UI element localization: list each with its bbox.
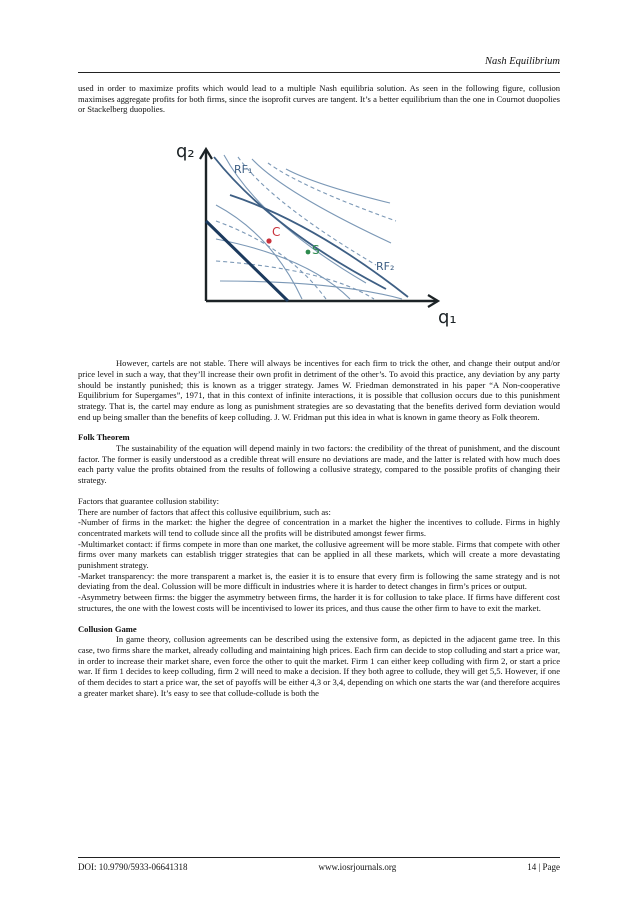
collusion-point-c (266, 239, 271, 244)
collusion-game-paragraph: In game theory, collusion agreements can be described using the extensive form, as depicted in the adjacent game tree. In this case, two firms share the market, already colluding and maintaining high prices. Each firm can decide to stop colluding and start a price war, in order to increase their market share, even force the other to quit the market. Firm 1 can either keep colluding with firm 2, or start a price war. If firm 1 decides to keep colluding, firm 2 will need to make a decision. If they both agree to collude, they will get 5,5. However, if one of them decides to start a price war, the set of payoffs will be either 4,3 or 3,4, depending on which one starts the war (and therefore acquires a greater market share). It’s easy to see that collude-collude is both the (78, 634, 560, 698)
reaction-function-rf1 (214, 157, 386, 289)
footer-rule (78, 857, 560, 858)
point-c-label: C (272, 225, 281, 240)
stackelberg-point-s (306, 250, 311, 255)
rf2-label: RF₂ (376, 260, 395, 274)
header-rule (78, 72, 560, 73)
collusion-game-heading: Collusion Game (78, 623, 137, 634)
isoprofit-figure (176, 143, 476, 328)
footer-site: www.iosrjournals.org (318, 862, 397, 872)
y-axis-label: q₂ (176, 143, 195, 163)
factors-title: Factors that guarantee collusion stability: (78, 495, 219, 506)
folk-theorem-heading: Folk Theorem (78, 432, 130, 443)
page-footer (78, 862, 560, 872)
factor-transparency: -Market transparency: the more transparent a market is, the easier it is to ensure that every firm is following the same strategy and is not deviating from the deal. Colussion will be more difficult in industries where it is harder to detect changes in firm’s prices or output. (78, 570, 560, 592)
point-s-label: S (312, 243, 320, 258)
factor-asymmetry: -Asymmetry between firms: the bigger the asymmetry between firms, the harder it is for collusion to take place. If firms have different cost structures, the one with the lowest costs will be incentivised to lower its prices, and thus cause the other firm to have to exit the market. (78, 592, 560, 613)
factor-multimarket: -Multimarket contact: if firms compete in more than one market, the collusive agreement will be more stable. Firms that compete with other firms over many markets can establish trigger strategies that can be applied in all these markets, which will create a more devastating punishment strategy. (78, 538, 560, 571)
factor-number-of-firms: -Number of firms in the market: the higher the degree of concentration in a market the higher the incentives to collude. Firms in highly concentrated markets will tend to collude since all the profits will be distributed amongst fewer firms. (78, 517, 560, 538)
isoprofit-curve (216, 221, 326, 299)
page-body (78, 83, 560, 699)
isoprofit-curve (216, 239, 350, 299)
intro-paragraph: used in order to maximize profits which would lead to a multiple Nash equilibria solution. As seen in the following figure, collusion maximises aggregate profits for both firms, since the isoprofit curves are tangent. It’s a better equilibrium than the one in Cournot duopolies or Stackelberg duopolies. (78, 83, 560, 115)
isoprofit-curve (216, 261, 374, 299)
footer-page-number: 14 | Page (527, 862, 560, 872)
folk-theorem-paragraph: The sustainability of the equation will depend mainly in two factors: the credibility of the threat of punishment, and the discount factor. The former is easily understood as a credible threat will ensure no deviations are made, and the latter is related with how much does each party value the profits obtained from the results of following a collusive strategy, compared to the possible profits of changing their strategy. (78, 443, 560, 486)
rf1-label: RF₁ (234, 163, 253, 177)
isoprofit-curve (238, 157, 376, 265)
isoprofit-curve (286, 169, 390, 203)
isoprofit-curve (268, 163, 396, 221)
factors-intro: There are number of factors that affect this collusive equilibrium, such as: (78, 506, 331, 517)
cartels-paragraph: However, cartels are not stable. There will always be incentives for each firm to trick the other, and change their output and/or price level in such a way, that they’ll increase their own profit in detriment of the other’s. To avoid this practice, any deviation by any party should be instantly punished; this is known as a trigger strategy. James W. Friedman demonstrated in his paper “A Non-cooperative Equilibrium for Supergames”, 1971, that in this context of infinite interactions, it is possible that collusion occurs due to this punishment strategy. That is, the cartel may endure as long as punishment strategies are so devastating that the benefits derived form deviation would end up being smaller than the benefits of keep colluding. J. W. Fridman put this idea in what is known in game theory as Folk theorem. (78, 358, 560, 422)
running-header: Nash Equilibrium (485, 56, 560, 67)
x-axis-label: q₁ (438, 307, 457, 329)
footer-doi: DOI: 10.9790/5933-06641318 (78, 862, 188, 872)
